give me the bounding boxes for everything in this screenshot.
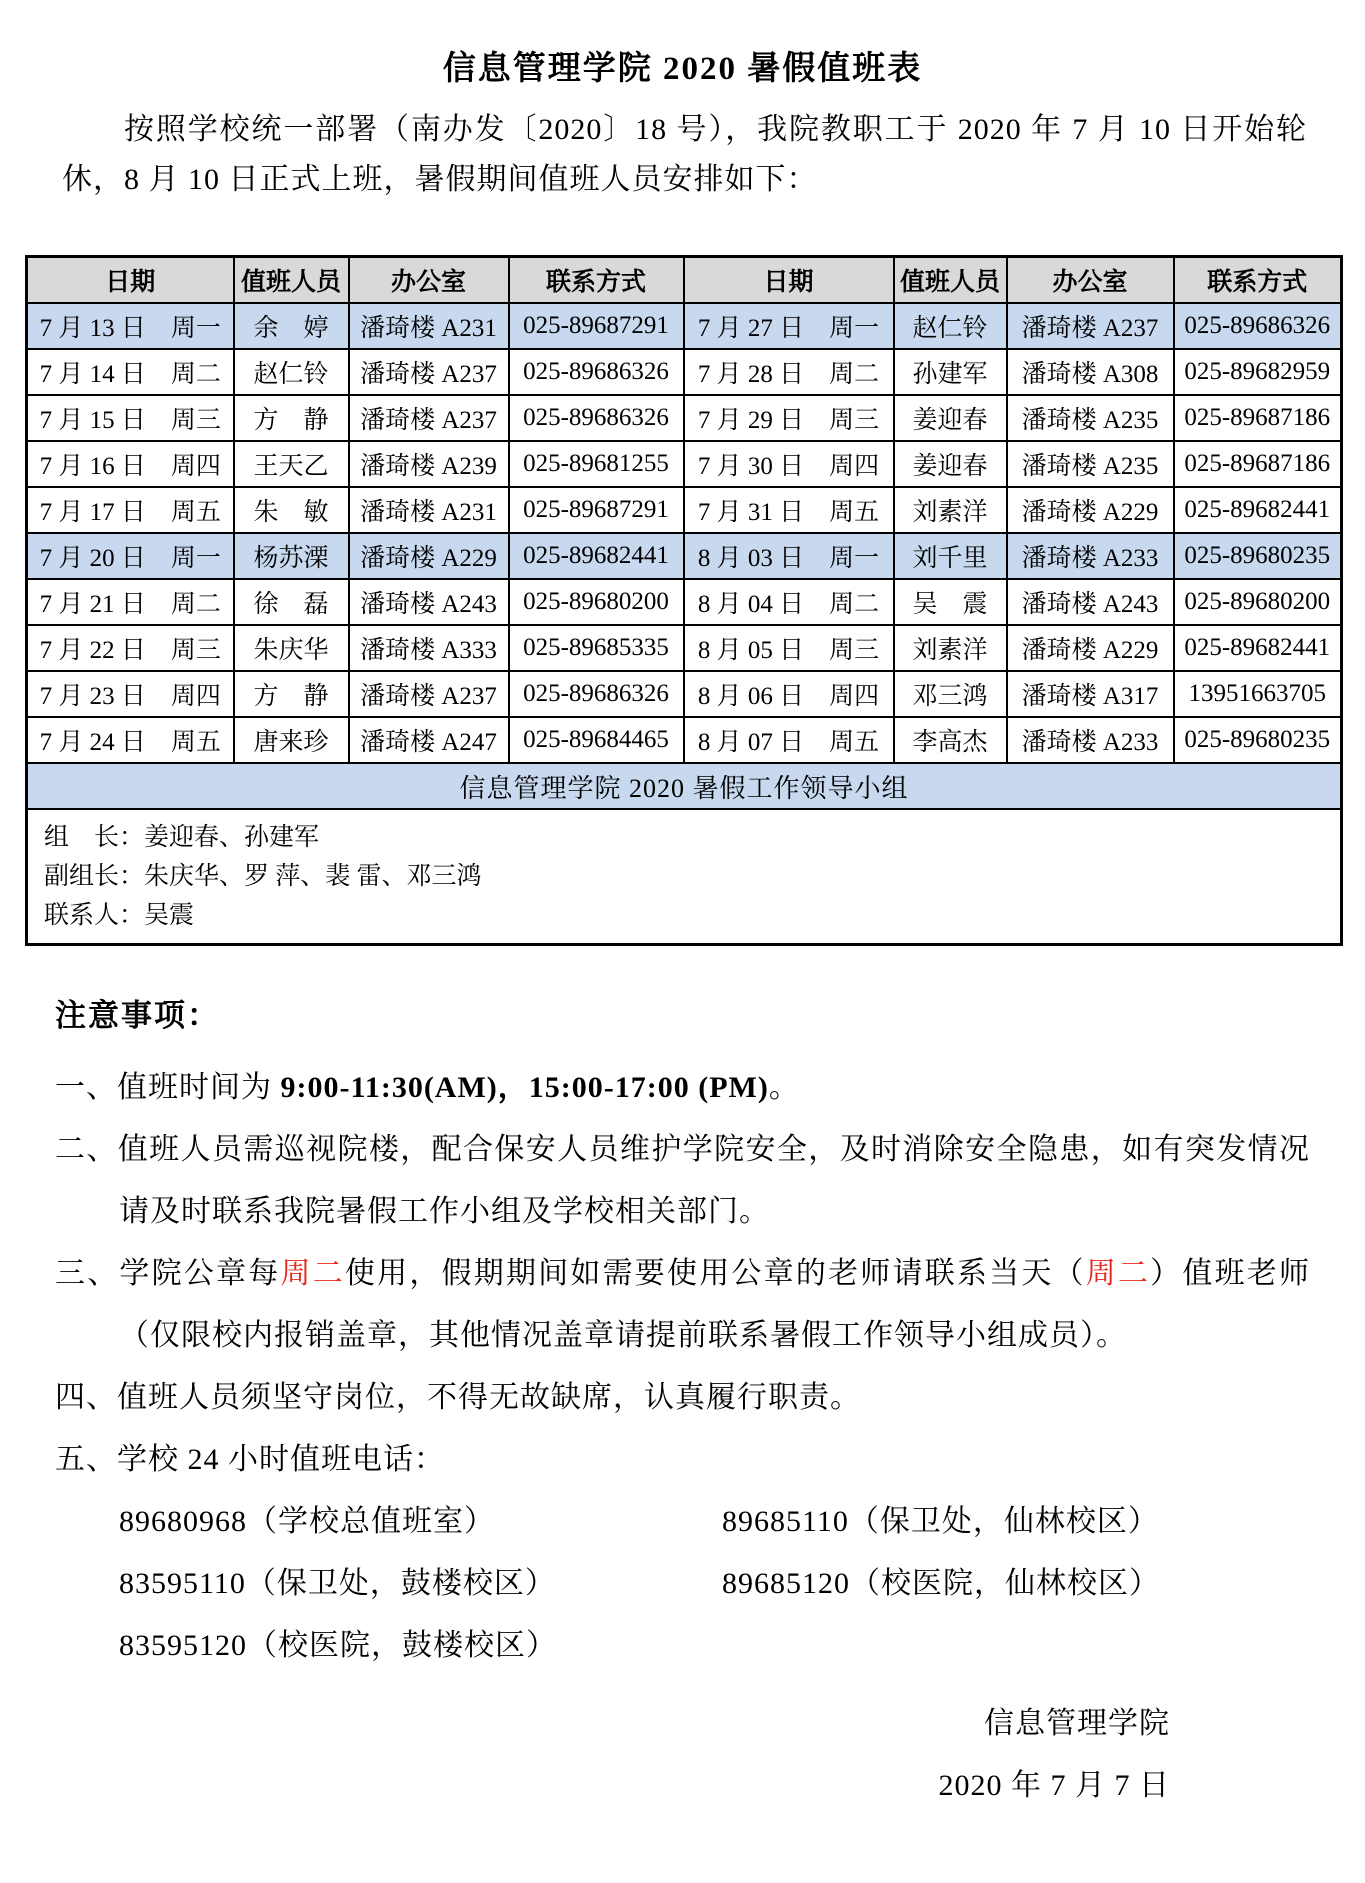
col-header-contact-right: 联系方式 (1174, 257, 1342, 304)
table-cell: 朱 敏 (234, 487, 349, 533)
table-cell: 潘琦楼 A229 (349, 533, 509, 579)
phone-entry: 89680968（学校总值班室） (119, 1505, 495, 1538)
signature-date: 2020 年 7 月 7 日 (938, 1769, 1170, 1802)
table-cell: 徐 磊 (234, 579, 349, 625)
table-cell: 025-89686326 (509, 395, 684, 441)
notes-section (55, 990, 1310, 1677)
col-header-date-left: 日期 (27, 257, 234, 304)
table-cell: 潘琦楼 A233 (1007, 533, 1174, 579)
phone-row (119, 1553, 1310, 1615)
table-cell: 025-89687291 (509, 487, 684, 533)
table-cell: 余 婷 (234, 303, 349, 349)
table-cell: 8 月 05 日 周三 (684, 625, 894, 671)
table-row (27, 579, 1342, 625)
table-cell: 025-89682441 (1174, 625, 1342, 671)
table-cell: 7 月 30 日 周四 (684, 441, 894, 487)
notes-heading: 注意事项： (55, 998, 220, 1033)
table-cell: 潘琦楼 A247 (349, 717, 509, 763)
col-header-office-left: 办公室 (349, 257, 509, 304)
table-cell: 8 月 07 日 周五 (684, 717, 894, 763)
phone-row (119, 1491, 1310, 1553)
table-cell: 姜迎春 (894, 395, 1007, 441)
phone-entry: 89685110（保卫处，仙林校区） (722, 1505, 1159, 1538)
table-cell: 潘琦楼 A233 (1007, 717, 1174, 763)
leadership-row (27, 809, 1342, 945)
note-label: 三、 (55, 1257, 120, 1290)
table-cell: 8 月 04 日 周二 (684, 579, 894, 625)
table-cell: 潘琦楼 A229 (1007, 487, 1174, 533)
table-cell: 025-89685335 (509, 625, 684, 671)
leadership-cell (27, 809, 1342, 945)
note-text: ）值班老师（仅限校内报销盖章，其他情况盖章请提前联系暑假工作领导小组成员）。 (119, 1257, 1311, 1352)
table-cell: 邓三鸿 (894, 671, 1007, 717)
table-footer (27, 763, 1342, 945)
table-cell: 潘琦楼 A317 (1007, 671, 1174, 717)
page-title: 信息管理学院 2020 暑假值班表 (442, 51, 923, 87)
table-cell: 潘琦楼 A333 (349, 625, 509, 671)
col-header-office-right: 办公室 (1007, 257, 1174, 304)
table-cell: 李高杰 (894, 717, 1007, 763)
note-item (55, 1429, 1310, 1491)
table-row (27, 625, 1342, 671)
note-label: 五、 (55, 1443, 117, 1476)
table-cell: 朱庆华 (234, 625, 349, 671)
table-cell: 王天乙 (234, 441, 349, 487)
phone-list (55, 1491, 1310, 1677)
note-item (55, 1243, 1310, 1367)
table-cell: 潘琦楼 A237 (349, 395, 509, 441)
table-cell: 8 月 03 日 周一 (684, 533, 894, 579)
table-cell: 7 月 22 日 周三 (27, 625, 234, 671)
table-cell: 方 静 (234, 395, 349, 441)
table-cell: 025-89680200 (1174, 579, 1342, 625)
red-highlight-text: 周二 (1085, 1257, 1151, 1290)
col-header-person-left: 值班人员 (234, 257, 349, 304)
table-cell: 025-89682441 (509, 533, 684, 579)
phone-entry: 83595110（保卫处，鼓楼校区） (119, 1567, 556, 1600)
note-text: 学校 24 小时值班电话： (117, 1443, 445, 1476)
table-cell: 潘琦楼 A239 (349, 441, 509, 487)
note-label: 二、 (55, 1133, 118, 1166)
table-row (27, 441, 1342, 487)
table-cell: 025-89686326 (1174, 303, 1342, 349)
table-cell: 方 静 (234, 671, 349, 717)
notes-list (55, 1057, 1310, 1491)
table-cell: 7 月 14 日 周二 (27, 349, 234, 395)
note-text: 。 (768, 1071, 800, 1104)
table-body (27, 303, 1342, 763)
table-cell: 025-89681255 (509, 441, 684, 487)
note-text: 使用，假期期间如需要使用公章的老师请联系当天（ (344, 1257, 1086, 1290)
table-cell: 潘琦楼 A243 (349, 579, 509, 625)
table-cell: 赵仁铃 (894, 303, 1007, 349)
table-cell: 刘素洋 (894, 487, 1007, 533)
table-cell: 025-89680235 (1174, 717, 1342, 763)
note-item (55, 1057, 1310, 1119)
table-cell: 潘琦楼 A235 (1007, 395, 1174, 441)
col-header-date-right: 日期 (684, 257, 894, 304)
table-cell: 025-89682441 (1174, 487, 1342, 533)
table-cell: 025-89680235 (1174, 533, 1342, 579)
table-cell: 潘琦楼 A237 (1007, 303, 1174, 349)
leadership-banner: 信息管理学院 2020 暑假工作领导小组 (27, 763, 1342, 809)
table-row (27, 349, 1342, 395)
table-row (27, 671, 1342, 717)
duty-roster-table (25, 255, 1343, 946)
table-cell: 潘琦楼 A229 (1007, 625, 1174, 671)
table-cell: 7 月 28 日 周二 (684, 349, 894, 395)
table-cell: 025-89687186 (1174, 441, 1342, 487)
table-cell: 孙建军 (894, 349, 1007, 395)
table-cell: 7 月 16 日 周四 (27, 441, 234, 487)
table-cell: 刘素洋 (894, 625, 1007, 671)
signature-org: 信息管理学院 (984, 1707, 1170, 1740)
table-cell: 潘琦楼 A237 (349, 349, 509, 395)
table-cell: 025-89686326 (509, 671, 684, 717)
leadership-deputy-line: 副组长：朱庆华、罗 萍、裴 雷、邓三鸿 (44, 863, 482, 890)
note-text: 值班人员需巡视院楼，配合保安人员维护学院安全，及时消除安全隐患，如有突发情况请及时联系我院暑假工作小组及学校相关部门。 (117, 1133, 1311, 1228)
intro-paragraph: 按照学校统一部署（南办发〔2020〕18 号），我院教职工于 2020 年 7 月 10 日开始轮休，8 月 10 日正式上班，暑假期间值班人员安排如下： (62, 113, 1307, 196)
note-label: 四、 (55, 1381, 117, 1414)
table-header-row (27, 257, 1342, 304)
table-cell: 025-89684465 (509, 717, 684, 763)
table-cell: 潘琦楼 A237 (349, 671, 509, 717)
col-header-contact-left: 联系方式 (509, 257, 684, 304)
table-cell: 7 月 24 日 周五 (27, 717, 234, 763)
table-cell: 025-89687291 (509, 303, 684, 349)
table-cell: 刘千里 (894, 533, 1007, 579)
table-cell: 潘琦楼 A308 (1007, 349, 1174, 395)
table-cell: 7 月 13 日 周一 (27, 303, 234, 349)
table-cell: 7 月 29 日 周三 (684, 395, 894, 441)
table-row (27, 533, 1342, 579)
table-cell: 7 月 23 日 周四 (27, 671, 234, 717)
table-row (27, 717, 1342, 763)
table-cell: 7 月 27 日 周一 (684, 303, 894, 349)
table-cell: 025-89687186 (1174, 395, 1342, 441)
note-text: 9:00-11:30(AM)，15:00-17:00 (PM) (280, 1071, 769, 1104)
table-cell: 赵仁铃 (234, 349, 349, 395)
table-cell: 7 月 20 日 周一 (27, 533, 234, 579)
phone-row (119, 1615, 1310, 1677)
table-cell: 025-89682959 (1174, 349, 1342, 395)
table-cell: 杨苏溧 (234, 533, 349, 579)
table-row (27, 303, 1342, 349)
note-label: 一、 (55, 1071, 117, 1104)
note-text: 学院公章每 (119, 1257, 281, 1290)
table-cell: 7 月 15 日 周三 (27, 395, 234, 441)
note-text: 值班时间为 (117, 1071, 281, 1104)
col-header-person-right: 值班人员 (894, 257, 1007, 304)
phone-entry: 89685120（校医院，仙林校区） (722, 1567, 1160, 1600)
table-cell: 唐来珍 (234, 717, 349, 763)
leadership-leader-line: 组 长：姜迎春、孙建军 (44, 824, 320, 851)
table-cell: 姜迎春 (894, 441, 1007, 487)
table-row (27, 487, 1342, 533)
note-item (55, 1367, 1310, 1429)
leadership-contact-line: 联系人：吴震 (44, 902, 195, 929)
table-cell: 吴 震 (894, 579, 1007, 625)
note-text: 值班人员须坚守岗位，不得无故缺席，认真履行职责。 (117, 1381, 861, 1414)
signature-block (0, 1693, 1170, 1817)
note-item (55, 1119, 1310, 1243)
phone-entry: 83595120（校医院，鼓楼校区） (119, 1629, 557, 1662)
table-cell: 潘琦楼 A243 (1007, 579, 1174, 625)
table-row (27, 395, 1342, 441)
table-cell: 13951663705 (1174, 671, 1342, 717)
red-highlight-text: 周二 (280, 1257, 345, 1290)
table-cell: 潘琦楼 A231 (349, 487, 509, 533)
table-cell: 7 月 21 日 周二 (27, 579, 234, 625)
table-cell: 潘琦楼 A231 (349, 303, 509, 349)
table-cell: 025-89686326 (509, 349, 684, 395)
banner-row (27, 763, 1342, 809)
table-cell: 7 月 17 日 周五 (27, 487, 234, 533)
table-cell: 025-89680200 (509, 579, 684, 625)
table-cell: 潘琦楼 A235 (1007, 441, 1174, 487)
table-cell: 8 月 06 日 周四 (684, 671, 894, 717)
table-cell: 7 月 31 日 周五 (684, 487, 894, 533)
